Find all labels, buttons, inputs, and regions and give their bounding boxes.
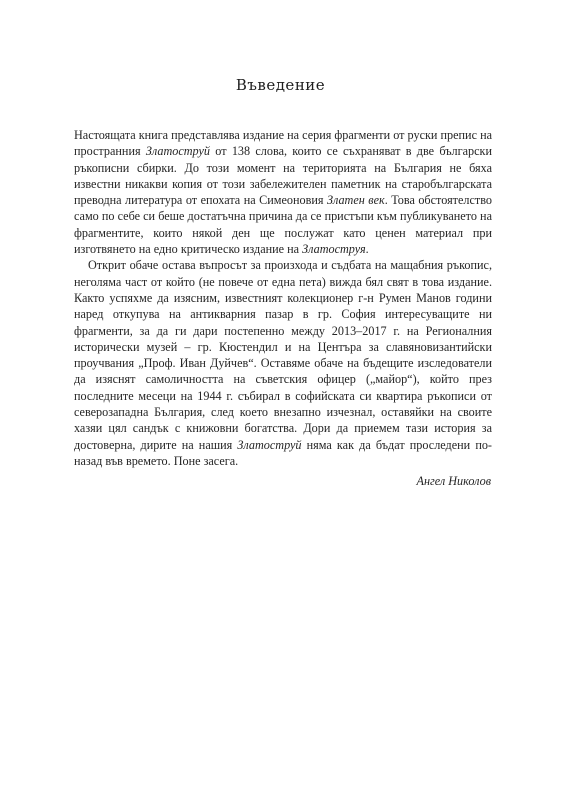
body-text [74, 127, 492, 469]
text-run-italic: Златоструй [145, 144, 210, 159]
text-run: . [365, 242, 369, 257]
text-run: Открит обаче остава въпросът за произхода и съдбата на мащабния ръкопис, неголяма част от който (не повече от една пета) вижда бял свят в това издание. Както успяхме да изясним, известният колекционер г-н Румен Манов години наред откупува на антикварния пазар в гр. София интересуващите ни фрагменти, за да ги дари постепенно между 2013–2017 г. на Регионалния исторически музей – гр. Кюстендил и на Центъра за славяновизантийски проучвания „Проф. Иван Дуйчев“. Оставяме обаче на бъдещите изследователи да изяснят самоличността на съветския офицер („майор“), който през последните месеци на 1944 г. събирал в софийската си квартира ръкописи от северозападна България, след което внезапно изчезнал, оставяйки на своите хазяи цял сандък с книжовни богатства. Дори да приемем тази история за достоверна, дирите на нашия [74, 258, 492, 452]
paragraph-2 [74, 257, 492, 469]
text-run: . Това обстоятелство само по себе си беше достатъчна причина да се пристъпи към публикуването на фрагментите, които някой ден ще послужат като ценен материал при изготвянето на едно критическо издание на [74, 193, 492, 257]
text-run-italic: Златоструй [237, 437, 302, 452]
paragraph-1 [74, 127, 492, 257]
text-run: от 138 слова, които се съхраняват в две български ръкописни сбирки. До този момент на територията на България не бяха известни никакви копия от този забележителен паметник на старобългарската преводна литература от епохата на Симеоновия [74, 144, 492, 208]
text-run: Настоящата книга представлява издание на серия фрагменти от руски препис на пространния [74, 128, 492, 159]
text-run-italic: Златен век [326, 193, 385, 208]
author-signature: Ангел Николов [416, 474, 491, 488]
text-run-italic: Златоструя [302, 242, 366, 257]
text-run: няма как да бъдат проследени по-назад във времето. Поне засега. [74, 437, 492, 468]
page-title: Въведение [235, 76, 326, 94]
